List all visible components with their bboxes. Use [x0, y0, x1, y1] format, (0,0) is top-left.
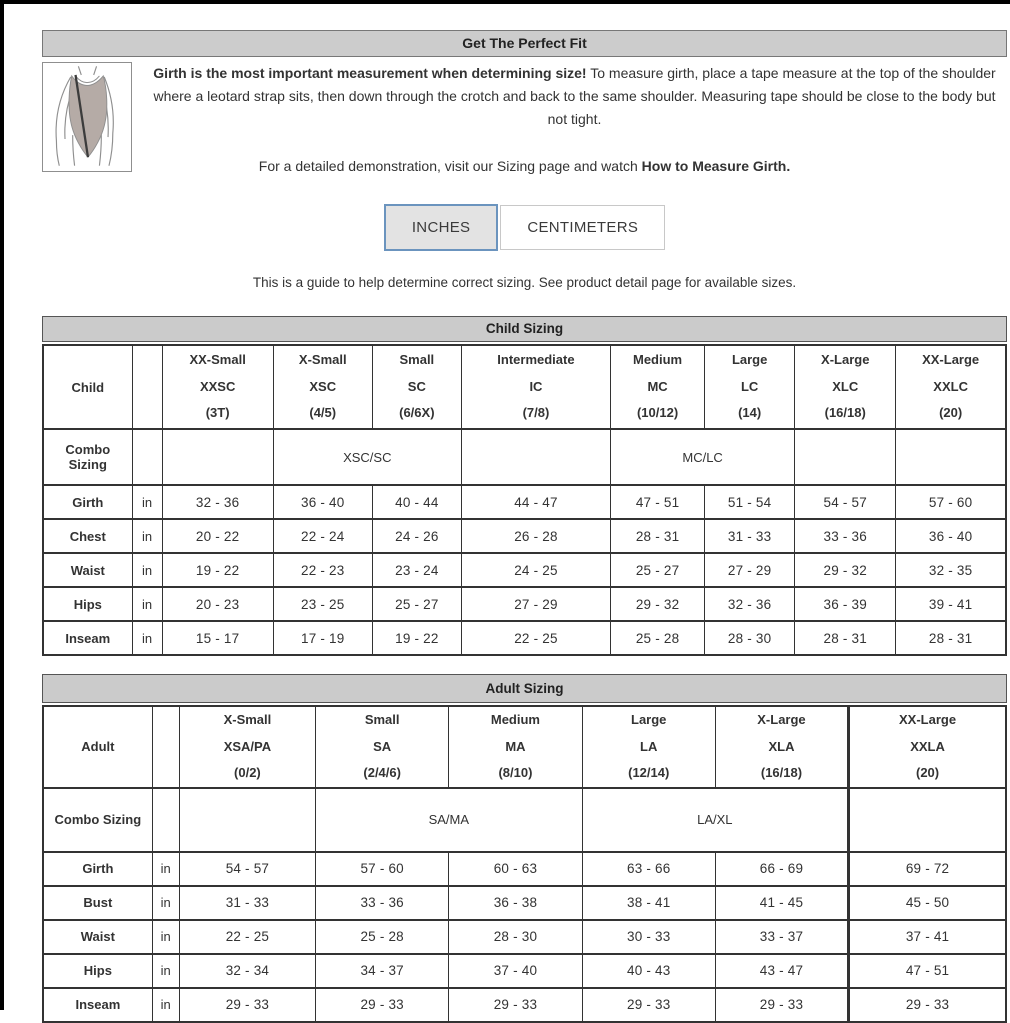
child-chest-unit: in: [132, 519, 162, 553]
child-chest-label: Chest: [43, 519, 132, 553]
child-inseam-value: 28 - 31: [795, 621, 896, 655]
adult-bust-value: 41 - 45: [715, 886, 848, 920]
child-combo-unit: [132, 429, 162, 485]
child-girth-value: 47 - 51: [611, 485, 705, 519]
demo-line-bold: How to Measure Girth.: [641, 158, 791, 174]
child-hips-value: 29 - 32: [611, 587, 705, 621]
child-inseam-label: Inseam: [43, 621, 132, 655]
child-waist-value: 32 - 35: [896, 553, 1006, 587]
child-inseam-unit: in: [132, 621, 162, 655]
adult-bust-value: 33 - 36: [316, 886, 449, 920]
child-waist-value: 24 - 25: [461, 553, 610, 587]
adult-inseam-value: 29 - 33: [316, 988, 449, 1022]
child-chest-value: 31 - 33: [705, 519, 795, 553]
child-chest-value: 28 - 31: [611, 519, 705, 553]
child-girth-value: 40 - 44: [372, 485, 461, 519]
child-girth-value: 32 - 36: [162, 485, 273, 519]
adult-hips-value: 43 - 47: [715, 954, 848, 988]
child-col-intermediate: Intermediate IC (7/8): [461, 345, 610, 429]
adult-combo-unit: [152, 788, 179, 852]
child-chest-value: 24 - 26: [372, 519, 461, 553]
adult-inseam-value: 29 - 33: [849, 988, 1006, 1022]
child-waist-unit: in: [132, 553, 162, 587]
child-col-small: Small SC (6/6X): [372, 345, 461, 429]
child-combo-cell-xsc-sc: XSC/SC: [273, 429, 461, 485]
adult-bust-value: 36 - 38: [449, 886, 582, 920]
child-inseam-value: 22 - 25: [461, 621, 610, 655]
child-inseam-value: 15 - 17: [162, 621, 273, 655]
child-hips-value: 27 - 29: [461, 587, 610, 621]
child-col-xx-large: XX-Large XXLC (20): [896, 345, 1006, 429]
sizing-guide-page: [42, 30, 1007, 1023]
child-combo-cell-mc-lc: MC/LC: [611, 429, 795, 485]
adult-girth-value: 60 - 63: [449, 852, 582, 886]
child-sizing-section: [42, 316, 1007, 656]
adult-hips-value: 32 - 34: [179, 954, 315, 988]
adult-col-medium: Medium MA (8/10): [449, 706, 582, 788]
adult-girth-value: 63 - 66: [582, 852, 715, 886]
adult-waist-value: 28 - 30: [449, 920, 582, 954]
adult-bust-value: 31 - 33: [179, 886, 315, 920]
child-girth-value: 44 - 47: [461, 485, 610, 519]
child-chest-value: 22 - 24: [273, 519, 372, 553]
adult-group-label: Adult: [43, 706, 152, 788]
adult-girth-unit: in: [152, 852, 179, 886]
child-hips-value: 39 - 41: [896, 587, 1006, 621]
child-waist-value: 25 - 27: [611, 553, 705, 587]
child-inseam-value: 19 - 22: [372, 621, 461, 655]
adult-bust-value: 45 - 50: [849, 886, 1006, 920]
adult-hips-value: 34 - 37: [316, 954, 449, 988]
adult-col-x-large: X-Large XLA (16/18): [715, 706, 848, 788]
child-chest-value: 33 - 36: [795, 519, 896, 553]
child-girth-value: 51 - 54: [705, 485, 795, 519]
child-waist-label: Waist: [43, 553, 132, 587]
adult-waist-value: 33 - 37: [715, 920, 848, 954]
child-chest-value: 26 - 28: [461, 519, 610, 553]
adult-hips-value: 37 - 40: [449, 954, 582, 988]
child-table-title: Child Sizing: [42, 316, 1007, 342]
adult-girth-value: 54 - 57: [179, 852, 315, 886]
adult-combo-cell: [179, 788, 315, 852]
adult-combo-cell-sa-ma: SA/MA: [316, 788, 583, 852]
adult-girth-value: 66 - 69: [715, 852, 848, 886]
adult-inseam-value: 29 - 33: [582, 988, 715, 1022]
child-hips-unit: in: [132, 587, 162, 621]
adult-inseam-value: 29 - 33: [449, 988, 582, 1022]
adult-table-title: Adult Sizing: [42, 674, 1007, 703]
adult-waist-value: 25 - 28: [316, 920, 449, 954]
child-hips-value: 25 - 27: [372, 587, 461, 621]
adult-hips-label: Hips: [43, 954, 152, 988]
girth-intro-rest: To measure girth, place a tape measure at the top of the shoulder where a leotard strap sits, then down through the crotch and back to the same shoulder. Measuring tape should be close to the body but not tight.: [153, 65, 996, 128]
sizing-note: This is a guide to help determine correct sizing. See product detail page for available sizes.: [252, 275, 797, 290]
child-chest-value: 20 - 22: [162, 519, 273, 553]
unit-toggle-group: [42, 204, 1007, 251]
adult-sizing-table: [42, 705, 1007, 1023]
adult-waist-value: 30 - 33: [582, 920, 715, 954]
child-combo-label: Combo Sizing: [43, 429, 132, 485]
adult-waist-label: Waist: [43, 920, 152, 954]
adult-girth-value: 57 - 60: [316, 852, 449, 886]
child-combo-cell: [896, 429, 1006, 485]
child-inseam-value: 28 - 30: [705, 621, 795, 655]
girth-intro-text: [142, 62, 1007, 172]
adult-combo-label: Combo Sizing: [43, 788, 152, 852]
adult-girth-label: Girth: [43, 852, 152, 886]
child-waist-value: 22 - 23: [273, 553, 372, 587]
child-hips-label: Hips: [43, 587, 132, 621]
centimeters-button[interactable]: CENTIMETERS: [500, 205, 665, 250]
child-combo-cell: [461, 429, 610, 485]
child-waist-value: 27 - 29: [705, 553, 795, 587]
child-hips-value: 20 - 23: [162, 587, 273, 621]
child-col-large: Large LC (14): [705, 345, 795, 429]
child-col-xx-small: XX-Small XXSC (3T): [162, 345, 273, 429]
child-col-medium: Medium MC (10/12): [611, 345, 705, 429]
child-unit-header: [132, 345, 162, 429]
adult-col-small: Small SA (2/4/6): [316, 706, 449, 788]
fit-header-bar: [42, 30, 1007, 57]
adult-waist-unit: in: [152, 920, 179, 954]
adult-girth-value: 69 - 72: [849, 852, 1006, 886]
adult-hips-value: 47 - 51: [849, 954, 1006, 988]
adult-combo-cell: [849, 788, 1006, 852]
adult-col-xx-large: XX-Large XXLA (20): [849, 706, 1006, 788]
child-girth-value: 54 - 57: [795, 485, 896, 519]
child-col-x-small: X-Small XSC (4/5): [273, 345, 372, 429]
page-title: Get The Perfect Fit: [462, 35, 587, 51]
child-hips-value: 32 - 36: [705, 587, 795, 621]
adult-col-large: Large LA (12/14): [582, 706, 715, 788]
adult-waist-value: 22 - 25: [179, 920, 315, 954]
adult-sizing-section: [42, 674, 1007, 1023]
adult-bust-unit: in: [152, 886, 179, 920]
child-girth-label: Girth: [43, 485, 132, 519]
child-waist-value: 23 - 24: [372, 553, 461, 587]
girth-intro-section: [42, 62, 1007, 172]
child-sizing-table: [42, 344, 1007, 656]
adult-inseam-unit: in: [152, 988, 179, 1022]
child-chest-value: 36 - 40: [896, 519, 1006, 553]
adult-hips-value: 40 - 43: [582, 954, 715, 988]
inches-button[interactable]: INCHES: [384, 204, 498, 251]
child-waist-value: 29 - 32: [795, 553, 896, 587]
child-girth-unit: in: [132, 485, 162, 519]
child-group-label: Child: [43, 345, 132, 429]
child-hips-value: 23 - 25: [273, 587, 372, 621]
child-col-x-large: X-Large XLC (16/18): [795, 345, 896, 429]
child-inseam-value: 28 - 31: [896, 621, 1006, 655]
adult-bust-label: Bust: [43, 886, 152, 920]
girth-intro-bold: Girth is the most important measurement when determining size!: [153, 65, 587, 81]
child-inseam-value: 25 - 28: [611, 621, 705, 655]
adult-bust-value: 38 - 41: [582, 886, 715, 920]
adult-inseam-label: Inseam: [43, 988, 152, 1022]
adult-inseam-value: 29 - 33: [715, 988, 848, 1022]
adult-col-x-small: X-Small XSA/PA (0/2): [179, 706, 315, 788]
child-girth-value: 36 - 40: [273, 485, 372, 519]
adult-combo-cell-la-xl: LA/XL: [582, 788, 849, 852]
girth-diagram-image: [42, 62, 132, 172]
child-hips-value: 36 - 39: [795, 587, 896, 621]
demo-line-text: For a detailed demonstration, visit our Sizing page and watch: [258, 158, 642, 174]
child-combo-cell: [795, 429, 896, 485]
child-inseam-value: 17 - 19: [273, 621, 372, 655]
child-combo-cell: [162, 429, 273, 485]
child-girth-value: 57 - 60: [896, 485, 1006, 519]
adult-unit-header: [152, 706, 179, 788]
leotard-girth-icon: [44, 65, 130, 169]
adult-hips-unit: in: [152, 954, 179, 988]
adult-waist-value: 37 - 41: [849, 920, 1006, 954]
child-waist-value: 19 - 22: [162, 553, 273, 587]
adult-inseam-value: 29 - 33: [179, 988, 315, 1022]
